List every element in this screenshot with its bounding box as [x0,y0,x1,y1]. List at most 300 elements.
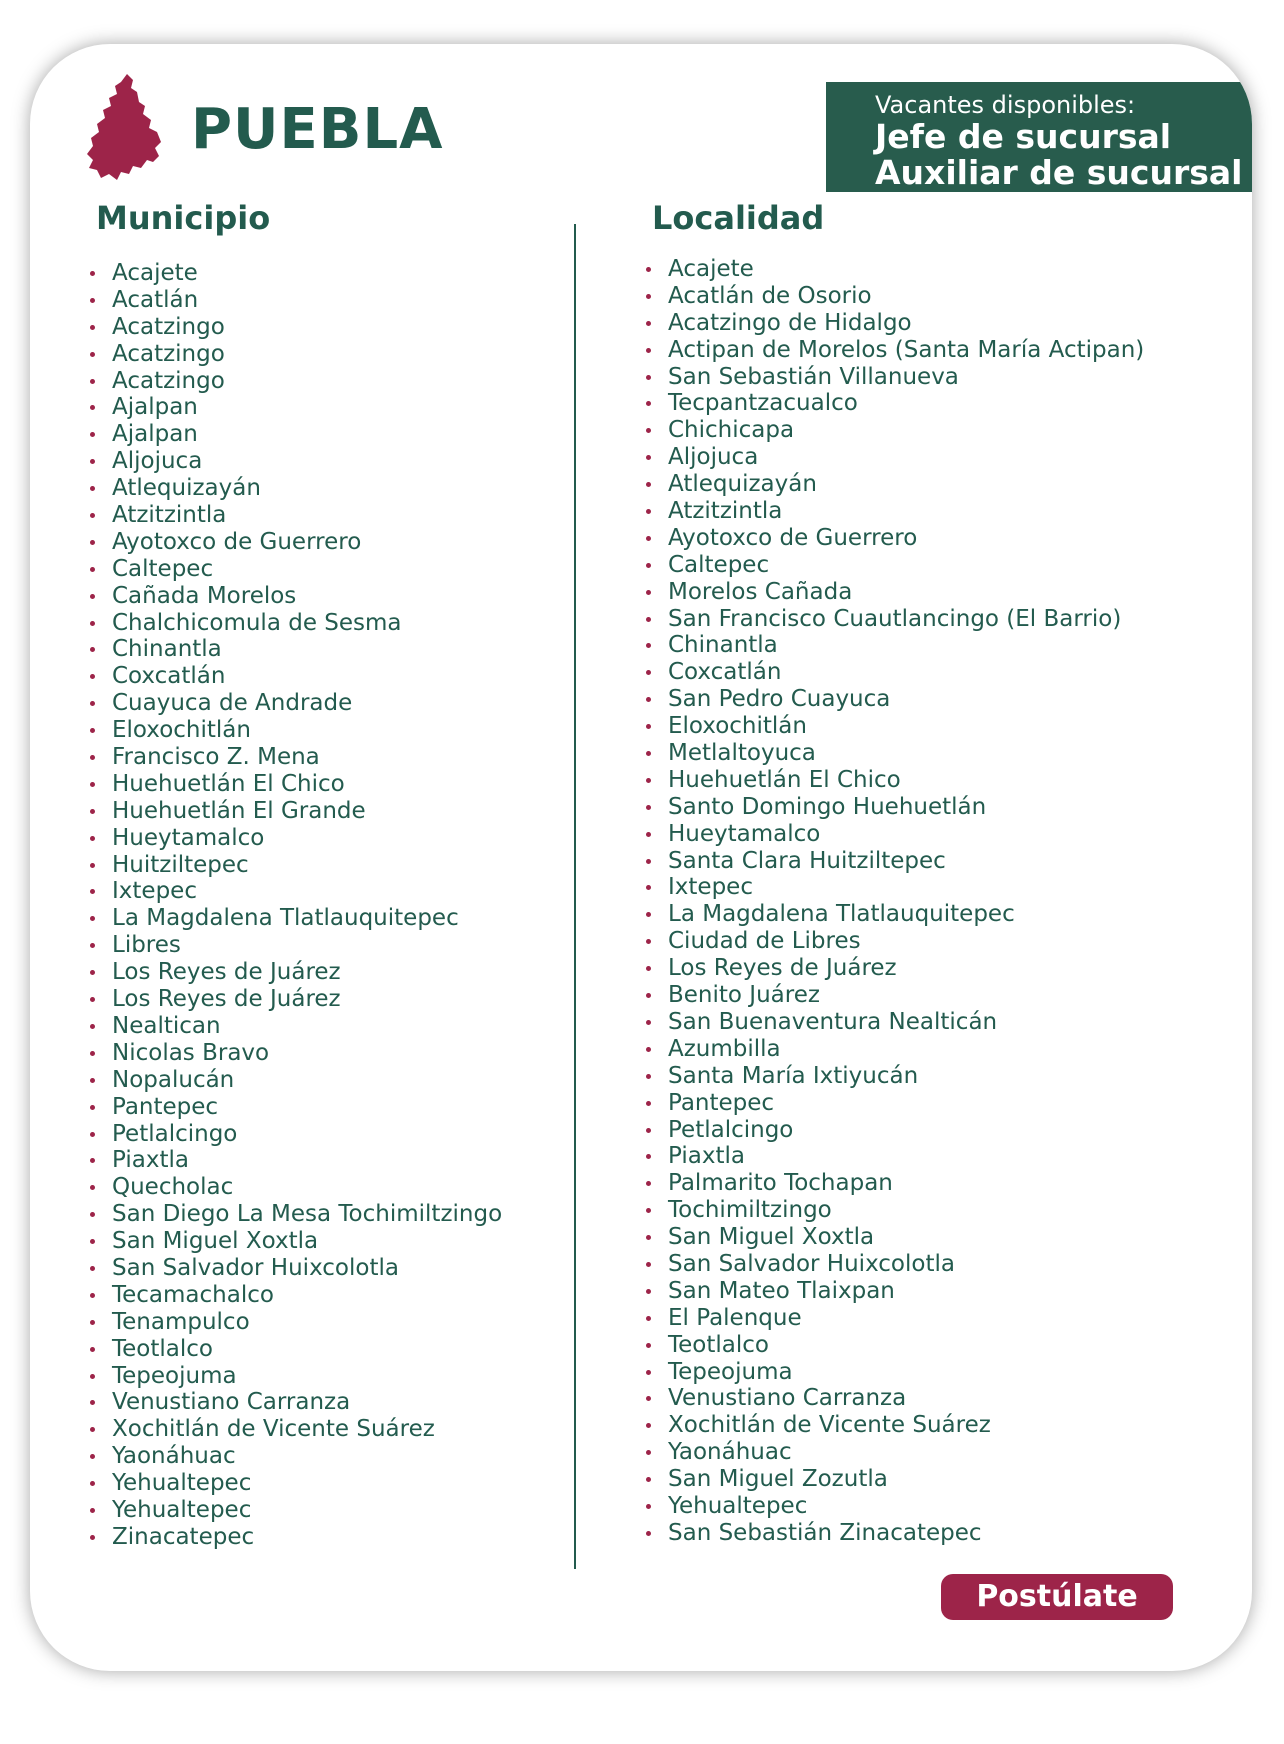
municipio-item [89,932,502,959]
localidad-item-label: Tochimiltzingo [668,1197,832,1224]
localidad-item [645,632,1144,659]
municipio-item-label: Ixtepec [112,878,197,905]
bullet-icon [646,1316,651,1321]
bullet-icon [90,647,95,652]
localidad-item-label: Tecpantzacualco [668,390,858,417]
municipio-item-label: Cuayuca de Andrade [112,690,353,717]
localidad-item [645,1493,1144,1520]
bullet-icon [90,594,95,599]
municipio-item [89,771,502,798]
bullet-icon [90,1266,95,1271]
municipio-item-label: Atlequizayán [112,475,261,502]
bullet-icon [646,1396,651,1401]
bullet-icon [90,701,95,706]
localidad-item-label: Palmarito Tochapan [668,1170,893,1197]
localidad-item [645,713,1144,740]
bullet-icon [646,348,651,353]
bullet-icon [90,1481,95,1486]
localidad-item [645,1224,1144,1251]
bullet-icon [646,1128,651,1133]
bullet-icon [646,1423,651,1428]
bullet-icon [90,352,95,357]
bullet-icon [90,674,95,679]
vacancy-auxiliar-de-sucursal: Auxiliar de sucursal [875,153,1243,192]
localidad-item [645,740,1144,767]
municipio-item [89,959,502,986]
municipio-list [89,260,502,1551]
localidad-item-label: San Sebastián Zinacatepec [668,1519,982,1546]
localidad-item [645,848,1144,875]
bullet-icon [90,1400,95,1405]
municipio-item [89,905,502,932]
localidad-item [645,901,1144,928]
localidad-item-label: Ciudad de Libres [668,928,861,955]
bullet-icon [646,1235,651,1240]
municipio-item [89,1121,502,1148]
municipio-item [89,1094,502,1121]
state-title: PUEBLA [191,97,444,162]
bullet-icon [90,1078,95,1083]
municipio-item-label: Pantepec [112,1093,219,1120]
municipio-item [89,556,502,583]
bullet-icon [90,1347,95,1352]
bullet-icon [90,621,95,626]
localidad-item [645,928,1144,955]
bullet-icon [646,832,651,837]
localidad-item [645,1439,1144,1466]
localidad-item-label: Ayotoxco de Guerrero [668,524,918,551]
municipio-item [89,1255,502,1282]
municipio-item [89,744,502,771]
municipio-item-label: San Diego La Mesa Tochimiltzingo [112,1201,503,1228]
localidad-item [645,552,1144,579]
localidad-item-label: Ixtepec [668,874,753,901]
localidad-item-label: Huehuetlán El Chico [668,766,901,793]
municipio-item-label: Zinacatepec [112,1523,255,1550]
localidad-item-label: Tepeojuma [668,1358,793,1385]
localidad-item-label: Morelos Cañada [668,578,853,605]
bullet-icon [90,889,95,894]
bullet-icon [646,885,651,890]
bullet-icon [646,1154,651,1159]
bullet-icon [646,1208,651,1213]
localidad-item [645,794,1144,821]
bullet-icon [90,755,95,760]
bullet-icon [90,1051,95,1056]
localidad-item [645,1036,1144,1063]
municipio-item [89,1040,502,1067]
bullet-icon [646,590,651,595]
municipio-item [89,529,502,556]
bullet-icon [90,459,95,464]
municipio-item-label: La Magdalena Tlatlauquitepec [112,905,459,932]
bullet-icon [646,267,651,272]
municipio-item-label: Ajalpan [112,421,198,448]
municipio-item [89,502,502,529]
bullet-icon [646,536,651,541]
localidad-item [645,955,1144,982]
municipio-item [89,341,502,368]
bullet-icon [646,1477,651,1482]
municipio-item-label: Venustiano Carranza [112,1389,351,1416]
localidad-item-label: Chichicapa [668,417,795,444]
municipio-item [89,1336,502,1363]
municipio-item [89,1497,502,1524]
municipio-item [89,314,502,341]
bullet-icon [646,1370,651,1375]
vacancy-card [30,44,1252,1671]
municipio-item-label: San Miguel Xoxtla [112,1228,319,1255]
bullet-icon [646,294,651,299]
bullet-icon [646,805,651,810]
bullet-icon [646,697,651,702]
vacancy-jefe-de-sucursal: Jefe de sucursal [875,117,1172,156]
bullet-icon [90,943,95,948]
localidad-item [645,874,1144,901]
bullet-icon [90,325,95,330]
municipio-item-label: Yehualtepec [112,1496,252,1523]
municipio-item [89,825,502,852]
municipio-item-label: Chinantla [112,636,222,663]
municipio-item-label: Hueytamalco [112,824,265,851]
municipio-item [89,1201,502,1228]
localidad-item [645,686,1144,713]
bullet-icon [646,375,651,380]
municipio-item [89,1013,502,1040]
localidad-item-label: Actipan de Morelos (Santa María Actipan) [668,336,1145,363]
bullet-icon [90,1293,95,1298]
municipio-item [89,394,502,421]
localidad-item-label: Chinantla [668,632,778,659]
municipio-item-label: Ajalpan [112,394,198,421]
municipio-item [89,1524,502,1551]
bullet-icon [90,513,95,518]
localidad-item-label: Los Reyes de Juárez [668,955,897,982]
municipio-item [89,852,502,879]
municipio-item-label: Caltepec [112,555,214,582]
municipio-item-label: Acatzingo [112,367,225,394]
municipio-item-label: Yehualtepec [112,1470,252,1497]
localidad-item [645,1117,1144,1144]
bullet-icon [90,1185,95,1190]
bullet-icon [646,670,651,675]
municipio-item [89,878,502,905]
bullet-icon [646,617,651,622]
municipio-item-label: Nealtican [112,1012,221,1039]
municipio-item-label: Tepeojuma [112,1362,237,1389]
localidad-item-label: Azumbilla [668,1035,781,1062]
bullet-icon [646,1450,651,1455]
municipio-item-label: Huehuetlán El Chico [112,770,345,797]
localidad-item-label: Acajete [668,256,754,282]
bullet-icon [90,379,95,384]
municipio-item [89,717,502,744]
localidad-item-label: Xochitlán de Vicente Suárez [668,1412,991,1439]
municipio-item [89,798,502,825]
localidad-item [645,525,1144,552]
localidad-item-label: Acatlán de Osorio [668,282,872,309]
bullet-icon [646,1101,651,1106]
municipio-item [89,1147,502,1174]
localidad-item-label: Santa Clara Huitziltepec [668,847,946,874]
bullet-icon [646,1020,651,1025]
bullet-icon [646,455,651,460]
bullet-icon [90,997,95,1002]
bullet-icon [90,916,95,921]
localidad-item-label: Yaonáhuac [668,1439,792,1466]
municipio-item-label: Xochitlán de Vicente Suárez [112,1416,435,1443]
localidad-item [645,1197,1144,1224]
municipio-item-label: Piaxtla [112,1147,189,1174]
localidad-item-label: Metlaltoyuca [668,740,816,767]
municipio-item-label: Quecholac [112,1174,234,1201]
bullet-icon [646,1343,651,1348]
bullet-icon [90,1320,95,1325]
bullet-icon [646,778,651,783]
bullet-icon [646,751,651,756]
bullet-icon [90,809,95,814]
municipio-item [89,448,502,475]
bullet-icon [90,405,95,410]
bullet-icon [90,1158,95,1163]
bullet-icon [90,1374,95,1379]
bullet-icon [90,540,95,545]
municipio-item-label: Ayotoxco de Guerrero [112,528,362,555]
municipio-item-label: Acajete [112,260,198,286]
localidad-column-title: Localidad [652,199,825,237]
bullet-icon [90,486,95,491]
bullet-icon [646,859,651,864]
localidad-item [645,1063,1144,1090]
bullet-icon [646,1262,651,1267]
localidad-item [645,1170,1144,1197]
bullet-icon [90,1132,95,1137]
localidad-item-label: Hueytamalco [668,820,821,847]
municipio-item [89,636,502,663]
bullet-icon [90,271,95,276]
bullet-icon [90,782,95,787]
localidad-item-label: Atzitzintla [668,498,783,525]
localidad-item-label: Santo Domingo Huehuetlán [668,793,987,820]
column-divider [574,224,576,1569]
localidad-item [645,659,1144,686]
localidad-item [645,579,1144,606]
localidad-item-label: La Magdalena Tlatlauquitepec [668,901,1015,928]
bullet-icon [646,1504,651,1509]
localidad-item [645,1466,1144,1493]
bullet-icon [90,1024,95,1029]
bullet-icon [90,1212,95,1217]
municipio-item-label: Cañada Morelos [112,582,297,609]
municipio-item-label: Eloxochitlán [112,717,251,744]
puebla-map-icon [87,74,167,180]
municipio-item [89,986,502,1013]
localidad-item [645,498,1144,525]
localidad-item [645,471,1144,498]
municipio-item-label: Huehuetlán El Grande [112,797,366,824]
localidad-item-label: San Pedro Cuayuca [668,686,891,713]
bullet-icon [646,321,651,326]
localidad-item [645,1359,1144,1386]
localidad-item-label: San Miguel Xoxtla [668,1224,875,1251]
municipio-item-label: Petlalcingo [112,1120,238,1147]
localidad-item-label: Caltepec [668,551,770,578]
municipio-item-label: Acatzingo [112,313,225,340]
bullet-icon [646,401,651,406]
bullet-icon [646,993,651,998]
localidad-item-label: San Miguel Zozutla [668,1466,888,1493]
localidad-item [645,1090,1144,1117]
localidad-list [645,256,1144,1547]
bullet-icon [646,482,651,487]
municipio-item-label: Huitziltepec [112,851,249,878]
municipio-item-label: Coxcatlán [112,663,226,690]
apply-button[interactable]: Postúlate [941,1574,1173,1620]
municipio-item-label: Aljojuca [112,448,203,475]
localidad-item-label: San Mateo Tlaixpan [668,1277,895,1304]
municipio-item-label: Los Reyes de Juárez [112,986,341,1013]
bullet-icon [646,563,651,568]
bullet-icon [646,509,651,514]
localidad-item-label: El Palenque [668,1304,802,1331]
bullet-icon [90,863,95,868]
municipio-item-label: Yaonáhuac [112,1443,236,1470]
municipio-item-label: Tenampulco [112,1308,250,1335]
municipio-item [89,1309,502,1336]
municipio-item-label: San Salvador Huixcolotla [112,1254,399,1281]
localidad-item-label: Venustiano Carranza [668,1385,907,1412]
bullet-icon [90,970,95,975]
bullet-icon [90,1427,95,1432]
localidad-item [645,606,1144,633]
localidad-item [645,767,1144,794]
localidad-item [645,1251,1144,1278]
municipio-item [89,1174,502,1201]
municipio-item [89,1067,502,1094]
bullet-icon [90,836,95,841]
bullet-icon [646,428,651,433]
municipio-item [89,1389,502,1416]
bullet-icon [90,567,95,572]
municipio-item-label: Nopalucán [112,1066,235,1093]
localidad-item-label: San Buenaventura Nealticán [668,1008,998,1035]
localidad-item-label: Petlalcingo [668,1116,794,1143]
municipio-item [89,583,502,610]
localidad-item [645,417,1144,444]
localidad-item-label: Teotlalco [668,1331,769,1358]
localidad-item [645,1520,1144,1547]
bullet-icon [90,1454,95,1459]
bullet-icon [646,724,651,729]
localidad-item-label: Pantepec [668,1089,775,1116]
localidad-item [645,310,1144,337]
vacancies-box [826,82,1252,192]
municipio-item-label: Atzitzintla [112,502,227,529]
localidad-item-label: Eloxochitlán [668,713,807,740]
vacancies-label: Vacantes disponibles: [875,91,1136,119]
bullet-icon [90,432,95,437]
localidad-item-label: Coxcatlán [668,659,782,686]
bullet-icon [90,1508,95,1513]
localidad-item-label: Benito Juárez [668,982,820,1009]
municipio-item [89,421,502,448]
localidad-item [645,444,1144,471]
bullet-icon [90,1535,95,1540]
municipio-item-label: Acatlán [112,286,199,313]
bullet-icon [646,1531,651,1536]
bullet-icon [646,1289,651,1294]
municipio-item [89,260,502,287]
bullet-icon [90,298,95,303]
localidad-item-label: Santa María Ixtiyucán [668,1062,919,1089]
municipio-item [89,368,502,395]
localidad-item [645,364,1144,391]
localidad-item [645,283,1144,310]
municipio-item-label: Los Reyes de Juárez [112,959,341,986]
localidad-item [645,256,1144,283]
bullet-icon [90,728,95,733]
municipio-item-label: Nicolas Bravo [112,1039,270,1066]
localidad-item-label: Piaxtla [668,1143,745,1170]
localidad-item [645,1305,1144,1332]
localidad-item [645,821,1144,848]
localidad-item [645,337,1144,364]
localidad-item-label: Atlequizayán [668,471,817,498]
localidad-item-label: Acatzingo de Hidalgo [668,309,912,336]
localidad-item [645,1143,1144,1170]
bullet-icon [646,643,651,648]
localidad-item-label: Yehualtepec [668,1492,808,1519]
localidad-item [645,1385,1144,1412]
municipio-item-label: Libres [112,932,181,959]
municipio-item [89,1416,502,1443]
bullet-icon [646,912,651,917]
localidad-item-label: San Francisco Cuautlancingo (El Barrio) [668,605,1122,632]
bullet-icon [90,1105,95,1110]
localidad-item [645,1332,1144,1359]
bullet-icon [90,1239,95,1244]
municipio-item-label: Teotlalco [112,1335,213,1362]
municipio-item [89,287,502,314]
municipio-item [89,1470,502,1497]
municipio-item-label: Tecamachalco [112,1281,274,1308]
municipio-item [89,1363,502,1390]
municipio-item-label: Francisco Z. Mena [112,744,320,771]
localidad-item-label: San Salvador Huixcolotla [668,1250,955,1277]
localidad-item [645,390,1144,417]
localidad-item-label: San Sebastián Villanueva [668,363,959,390]
localidad-item [645,1412,1144,1439]
municipio-item-label: Acatzingo [112,340,225,367]
bullet-icon [646,966,651,971]
bullet-icon [646,939,651,944]
municipio-item [89,1228,502,1255]
municipio-item [89,1443,502,1470]
municipio-item [89,663,502,690]
bullet-icon [646,1047,651,1052]
localidad-item-label: Aljojuca [668,444,759,471]
localidad-item [645,1278,1144,1305]
municipio-item [89,1282,502,1309]
municipio-item [89,690,502,717]
localidad-item [645,982,1144,1009]
bullet-icon [646,1181,651,1186]
localidad-item [645,1009,1144,1036]
bullet-icon [646,1074,651,1079]
municipio-item [89,610,502,637]
municipio-column-title: Municipio [96,199,271,237]
municipio-item-label: Chalchicomula de Sesma [112,609,402,636]
